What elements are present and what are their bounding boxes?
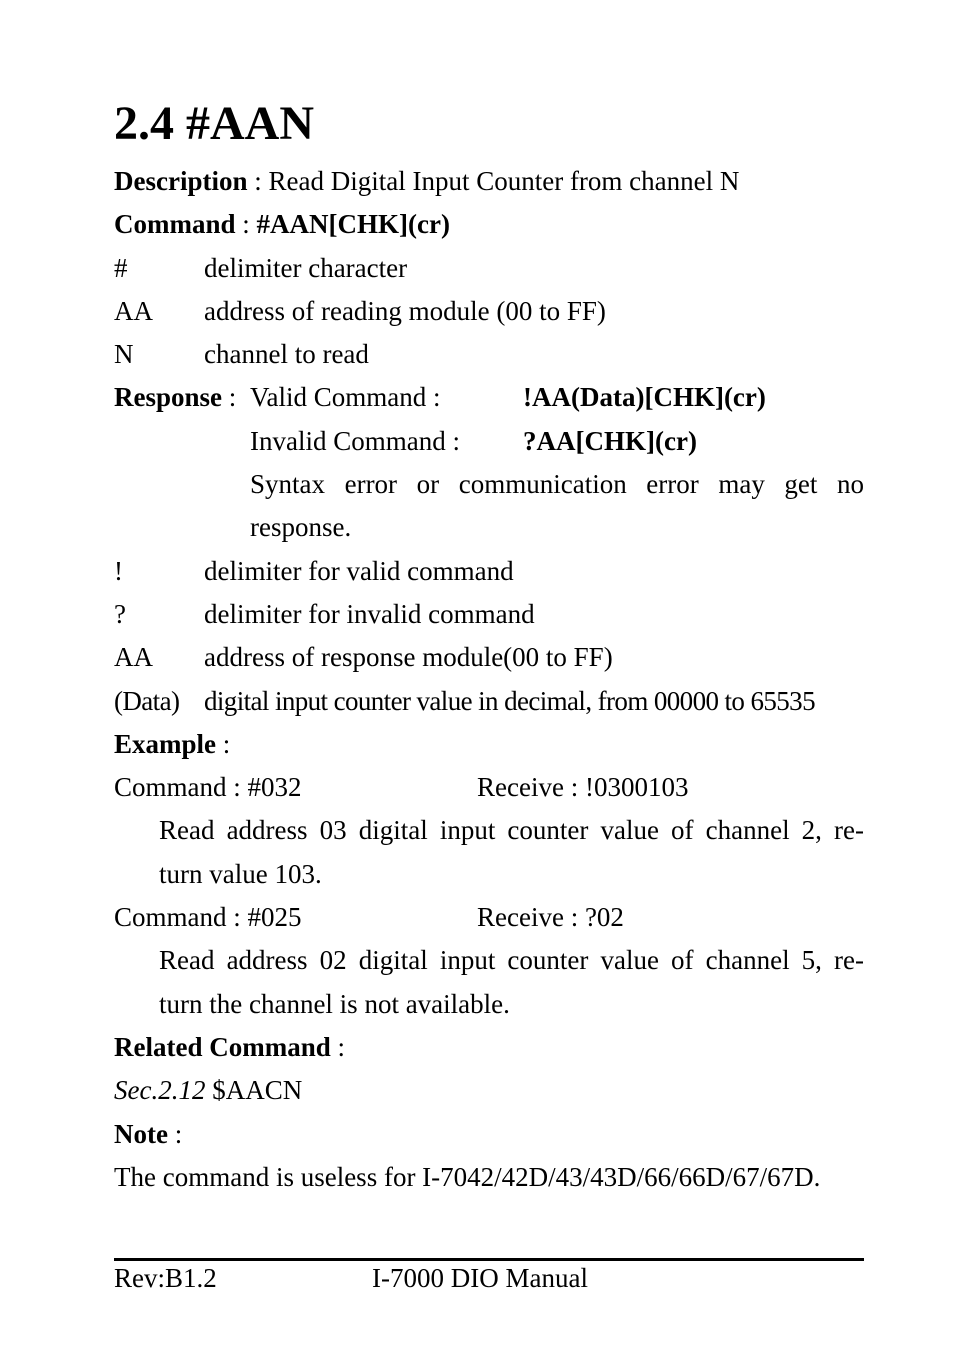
param-desc: channel to read [204, 339, 369, 370]
response-param-row [114, 636, 864, 679]
command-label: Command [114, 209, 236, 240]
description-text: Read Digital Input Counter from channel N [268, 166, 740, 196]
command-param-row [114, 333, 864, 376]
example-command-row [114, 766, 864, 809]
param-desc: delimiter for invalid command [204, 598, 535, 629]
example-command: Command : #025 [114, 902, 302, 933]
example-receive: Receive : !0300103 [477, 772, 689, 803]
valid-command-label: Valid Command : [250, 382, 441, 413]
footer-manual-title: I-7000 DIO Manual [372, 1263, 588, 1293]
param-desc: delimiter character [204, 252, 408, 283]
param-key: # [114, 252, 128, 283]
related-command: $AACN [205, 1075, 303, 1106]
example-desc-line-1: Read address 03 digital input counter value of channel 2, re- [159, 815, 864, 846]
param-desc: address of reading module (00 to FF) [204, 295, 606, 326]
invalid-command-label: Invalid Command : [250, 425, 460, 456]
response-note-line-1: Syntax error or communication error may get no [250, 469, 864, 500]
example-command: Command : #032 [114, 772, 302, 803]
valid-command-value: !AA(Data)[CHK](cr) [523, 382, 766, 413]
command-param-row [114, 247, 864, 290]
note-label: Note [114, 1118, 168, 1149]
note-heading [114, 1113, 864, 1156]
param-key: ! [114, 555, 123, 586]
note-sep: : [167, 1118, 183, 1149]
command-line [114, 203, 864, 246]
manual-page [114, 96, 864, 1199]
param-key: (Data) [114, 685, 180, 716]
example-receive: Receive : ?02 [477, 902, 624, 933]
param-key: N [114, 339, 134, 370]
command-sep: : [235, 209, 257, 240]
example-sep: : [216, 728, 231, 759]
page-footer [114, 1263, 864, 1293]
response-param-row [114, 550, 864, 593]
response-param-row [114, 680, 864, 723]
related-heading [114, 1026, 864, 1069]
example-command-row [114, 896, 864, 939]
response-valid-line [114, 376, 864, 419]
description-sep: : [247, 166, 269, 196]
command-param-row [114, 290, 864, 333]
invalid-command-value: ?AA[CHK](cr) [523, 425, 697, 456]
footer-revision: Rev:B1.2 [114, 1263, 217, 1293]
footer-divider [114, 1258, 864, 1261]
description-line [114, 160, 864, 203]
example-desc-line-2: turn value 103. [159, 858, 322, 889]
response-label: Response [114, 382, 223, 413]
response-param-row [114, 593, 864, 636]
param-desc: digital input counter value in decimal, from 00000 to 65535 [204, 685, 815, 716]
related-label: Related Command [114, 1031, 331, 1062]
response-note-line-2: response. [250, 512, 352, 543]
section-title: 2.4 #AAN [114, 97, 314, 150]
param-key: AA [114, 295, 153, 326]
description-label: Description [114, 166, 248, 196]
param-key: AA [114, 642, 153, 673]
example-heading [114, 723, 864, 766]
param-key: ? [114, 598, 126, 629]
related-command-line [114, 1069, 864, 1112]
related-sep: : [330, 1031, 346, 1062]
example-desc-line-2: turn the channel is not available. [159, 988, 510, 1019]
command-syntax: #AAN[CHK](cr) [256, 209, 450, 240]
example-desc-line-1: Read address 02 digital input counter value of channel 5, re- [159, 945, 864, 976]
note-text: The command is useless for I-7042/42D/43/43D/66/66D/67/67D. [114, 1161, 821, 1192]
related-section-ref: Sec.2.12 [114, 1075, 206, 1106]
response-sep: : [222, 382, 237, 413]
param-desc: delimiter for valid command [204, 555, 514, 586]
example-label: Example [114, 728, 217, 759]
param-desc: address of response module(00 to FF) [204, 642, 613, 673]
response-invalid-line [114, 420, 864, 463]
